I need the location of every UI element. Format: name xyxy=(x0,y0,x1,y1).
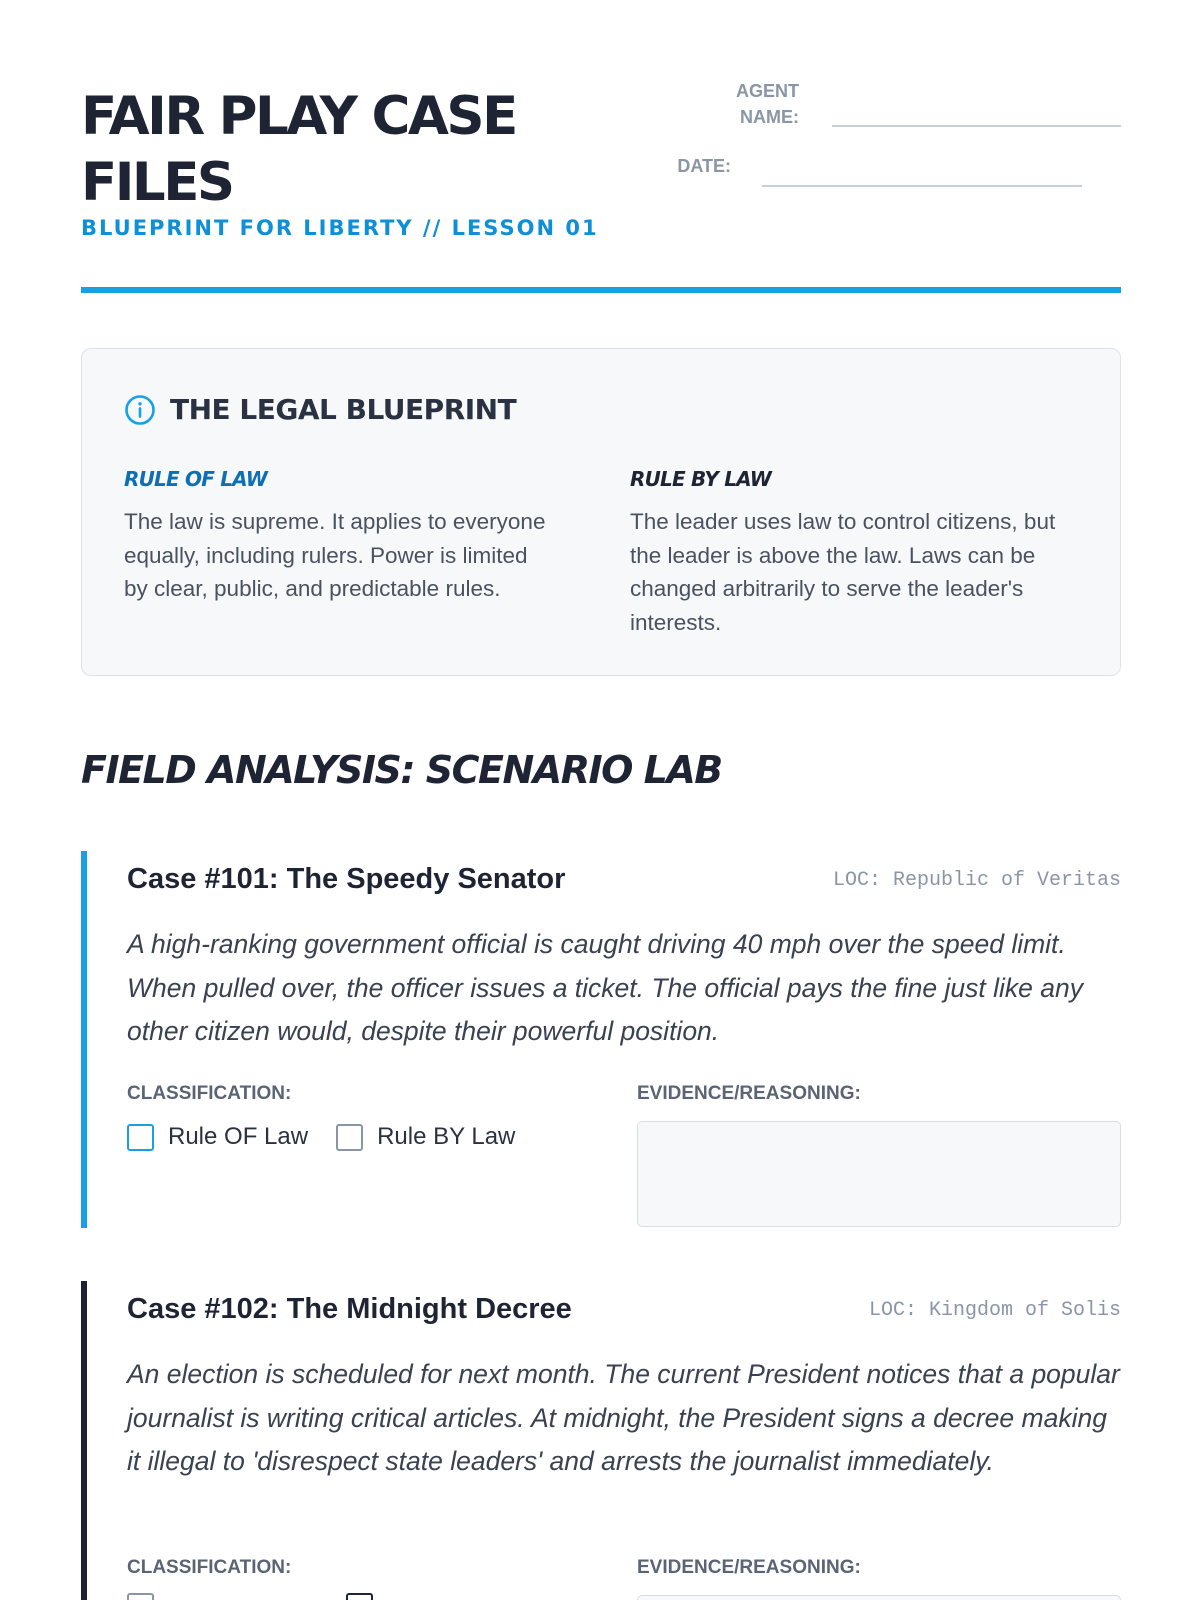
rule-of-law-body: The law is supreme. It applies to everyone equally, including rulers. Power is limited by clear, public, and predictable rules. xyxy=(124,509,546,601)
info-icon xyxy=(124,394,156,426)
case-description: An election is scheduled for next month. The current President notices that a popular journalist is writing critical articles. At midnight, the President signs a decree making it illegal to 'disrespect state leaders' and arrests the journalist immediately. xyxy=(127,1359,1120,1476)
card-heading xyxy=(124,393,516,426)
case-accent-bar xyxy=(81,1281,87,1600)
date-field[interactable] xyxy=(762,185,1082,187)
case-card-102 xyxy=(81,1281,1121,1600)
case-location: LOC: Republic of Veritas xyxy=(832,869,1121,892)
page-title: FAIR PLAY CASE FILES xyxy=(81,86,516,213)
classification-options xyxy=(127,1123,543,1151)
agent-label-line2: NAME: xyxy=(740,107,799,127)
case-accent-bar xyxy=(81,851,87,1228)
rule-of-law-checkbox[interactable] xyxy=(127,1124,154,1151)
rule-of-law-option[interactable] xyxy=(127,1593,168,1600)
agent-name-label xyxy=(721,78,799,130)
date-label: DATE: xyxy=(677,156,731,176)
card-title: THE LEGAL BLUEPRINT xyxy=(170,393,517,426)
worksheet-page xyxy=(81,0,1121,1578)
rule-of-law-heading: RULE OF LAW xyxy=(124,467,268,491)
case-title: Case #102: The Midnight Decree xyxy=(127,1293,572,1325)
rule-by-law-checkbox[interactable] xyxy=(346,1593,373,1600)
rule-of-law-definition xyxy=(124,467,554,606)
rule-of-law-option[interactable] xyxy=(127,1123,308,1151)
page-subtitle: BLUEPRINT FOR LIBERTY // LESSON 01 xyxy=(81,216,599,240)
agent-name-field[interactable] xyxy=(832,125,1121,127)
evidence-label: EVIDENCE/REASONING: xyxy=(637,1557,861,1578)
agent-label-line1: AGENT xyxy=(736,81,799,101)
evidence-input[interactable] xyxy=(637,1121,1121,1227)
rule-by-law-option[interactable] xyxy=(336,1123,515,1151)
rule-by-law-option[interactable] xyxy=(346,1593,387,1600)
classification-label: CLASSIFICATION: xyxy=(127,1083,292,1104)
rule-of-law-checkbox[interactable] xyxy=(127,1593,154,1600)
rule-of-law-option-label: Rule OF Law xyxy=(168,1123,309,1150)
classification-options xyxy=(127,1593,415,1600)
case-card-101 xyxy=(81,851,1121,1231)
rule-by-law-definition xyxy=(630,467,1060,639)
rule-by-law-heading: RULE BY LAW xyxy=(630,467,771,491)
evidence-label: EVIDENCE/REASONING: xyxy=(637,1083,861,1104)
case-title: Case #101: The Speedy Senator xyxy=(127,863,566,895)
header-divider xyxy=(81,287,1121,293)
legal-blueprint-card xyxy=(81,348,1121,676)
rule-by-law-body: The leader uses law to control citizens, but the leader is above the law. Laws can be changed arbitrarily to serve the leader's interests. xyxy=(630,509,1056,635)
rule-by-law-checkbox[interactable] xyxy=(336,1124,363,1151)
worksheet-header xyxy=(81,0,1121,300)
case-description: A high-ranking government official is caught driving 40 mph over the speed limit. When pulled over, the officer issues a ticket. The official pays the fine just like any other citizen would, despite their powerful position. xyxy=(127,929,1083,1046)
section-title: FIELD ANALYSIS: SCENARIO LAB xyxy=(81,748,722,792)
case-location: LOC: Kingdom of Solis xyxy=(868,1299,1121,1322)
evidence-input[interactable] xyxy=(637,1595,1121,1600)
rule-by-law-option-label: Rule BY Law xyxy=(377,1123,516,1150)
classification-label: CLASSIFICATION: xyxy=(127,1557,292,1578)
